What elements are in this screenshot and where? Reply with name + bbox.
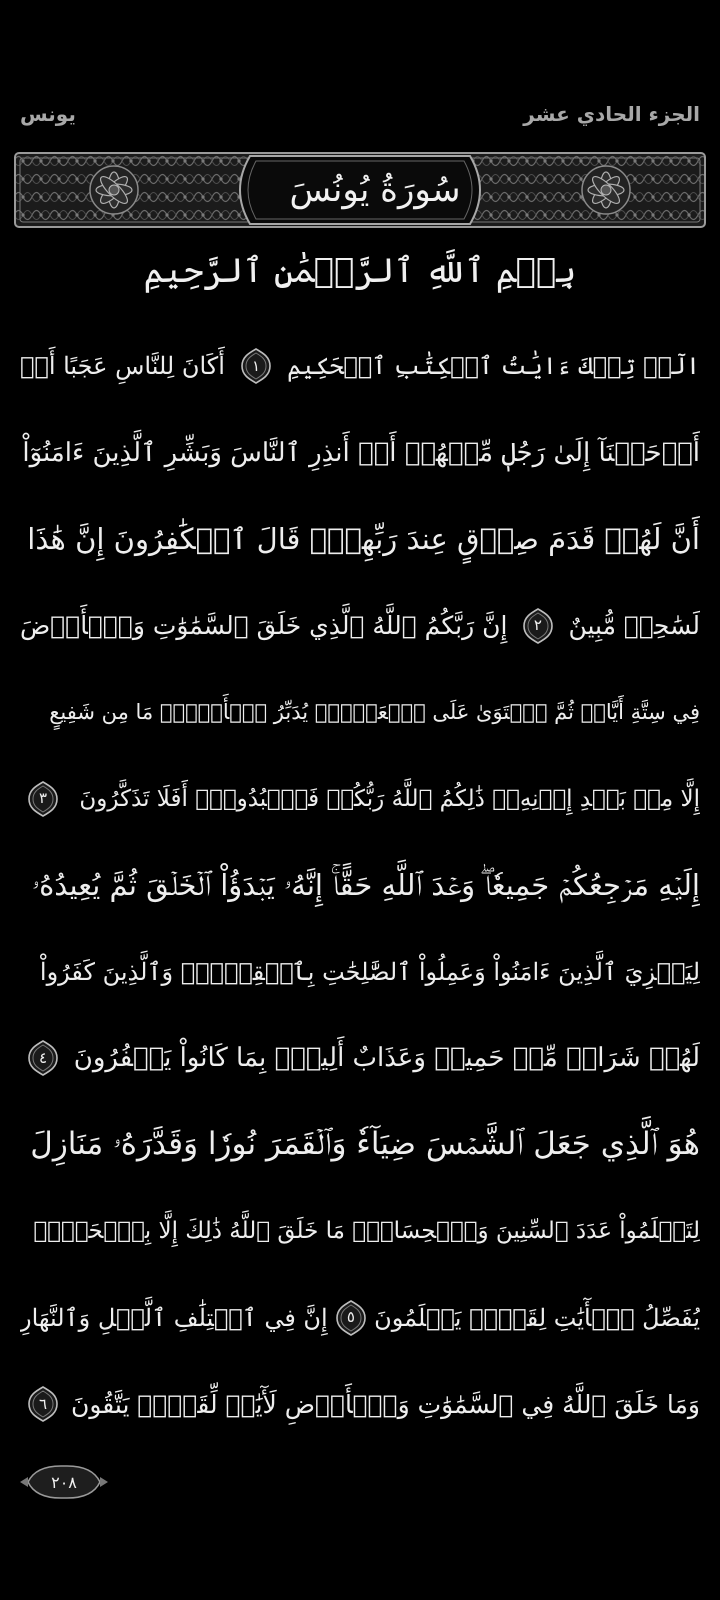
verse-text: أَوۡحَيۡنَآ إِلَىٰ رَجُلٖ مِّنۡهُمۡ أَنۡ أَنذِرِ ٱلنَّاسَ وَبَشِّرِ ٱلَّذِينَ ءَامَنُوٓاْ — [22, 437, 700, 468]
verse-text: لَهُمۡ شَرَابٞ مِّنۡ حَمِيمٖ وَعَذَابٌ أَلِيمُۢ بِمَا كَانُواْ يَكۡفُرُونَ — [73, 1043, 700, 1074]
ayah-end-marker — [26, 1039, 60, 1077]
ayah-end-marker — [334, 1299, 368, 1337]
quran-line — [20, 496, 700, 583]
quran-line — [20, 410, 700, 497]
quran-line — [20, 1015, 700, 1102]
ayah-number: ٤ — [38, 1048, 48, 1067]
quran-line — [20, 929, 700, 1016]
verse-text: لِيَجۡزِيَ ٱلَّذِينَ ءَامَنُواْ وَعَمِلُواْ ٱلصَّٰلِحَٰتِ بِٱلۡقِسۡطِۚ وَٱلَّذِينَ كَفَرُواْ — [39, 957, 700, 986]
quran-line — [20, 756, 700, 843]
verse-text: هُوَ ٱلَّذِي جَعَلَ ٱلشَّمۡسَ ضِيَآءٗ وَٱلۡقَمَرَ نُورٗا وَقَدَّرَهُۥ مَنَازِلَ — [30, 1126, 700, 1163]
ayah-number: ١ — [251, 356, 261, 375]
ayah-number: ٦ — [38, 1394, 48, 1413]
page-header — [20, 96, 700, 132]
quran-line — [20, 323, 700, 410]
verse-text: لَسَٰحِرٞ مُّبِينٌ — [568, 611, 700, 641]
ayah-end-marker — [239, 347, 273, 385]
ayah-number: ٢ — [533, 616, 542, 635]
ayah-end-marker — [26, 1385, 60, 1423]
verse-text: إِلَّا مِنۢ بَعۡدِ إِذۡنِهِۦۚ ذَٰلِكُمُ ٱللَّهُ رَبُّكُمۡ فَٱعۡبُدُوهُۚ أَفَلَا تَذَكَّرُونَ — [79, 785, 700, 812]
verse-text: أَكَانَ لِلنَّاسِ عَجَبًا أَنۡ — [20, 352, 225, 381]
verse-text: وَمَا خَلَقَ ٱللَّهُ فِي ٱلسَّمَٰوَٰتِ وَٱلۡأَرۡضِ لَأٓيَٰتٖ لِّقَوۡمٖ يَتَّقُونَ — [71, 1389, 700, 1419]
surah-label: يونس — [20, 102, 76, 126]
basmala: بِسۡمِ ٱللَّهِ ٱلرَّحۡمَٰنِ ٱلرَّحِيمِ — [143, 251, 577, 291]
quran-line — [20, 1188, 700, 1275]
verse-text: أَنَّ لَهُمۡ قَدَمَ صِدۡقٍ عِندَ رَبِّهِمۡۗ قَالَ ٱلۡكَٰفِرُونَ إِنَّ هَٰذَا — [27, 522, 700, 557]
verse-text: إِنَّ رَبَّكُمُ ٱللَّهُ ٱلَّذِي خَلَقَ ٱلسَّمَٰوَٰتِ وَٱلۡأَرۡضَ — [20, 611, 508, 641]
ayah-number: ٥ — [346, 1308, 355, 1327]
quran-line — [20, 669, 700, 756]
verse-text: فِي سِتَّةِ أَيَّامٖ ثُمَّ ٱسۡتَوَىٰ عَلَى ٱلۡعَرۡشِۖ يُدَبِّرُ ٱلۡأَمۡرَۖ مَا مِن شَفِيعٍ — [49, 700, 700, 725]
surah-title: سُورَةُ يُونُسَ — [289, 170, 461, 210]
verse-text: الٓرۚ تِلۡكَ ءَايَٰتُ ٱلۡكِتَٰبِ ٱلۡحَكِيمِ — [287, 352, 700, 381]
verse-text: إِنَّ فِي ٱخۡتِلَٰفِ ٱلَّيۡلِ وَٱلنَّهَارِ — [20, 1303, 328, 1332]
verse-text: لِتَعۡلَمُواْ عَدَدَ ٱلسِّنِينَ وَٱلۡحِسَابَۚ مَا خَلَقَ ٱللَّهُ ذَٰلِكَ إِلَّا بِٱلۡحَقِّۚ — [33, 1218, 700, 1245]
quran-line — [20, 1361, 700, 1448]
ayah-end-marker — [26, 780, 60, 818]
quran-text — [20, 323, 700, 1448]
quran-line — [20, 583, 700, 670]
quran-line — [20, 1275, 700, 1362]
verse-text: يُفَصِّلُ ٱلۡأٓيَٰتِ لِقَوۡمٖ يَعۡلَمُونَ — [374, 1303, 700, 1332]
page-number-badge — [18, 1463, 110, 1501]
ayah-end-marker — [521, 607, 555, 645]
quran-line — [20, 1102, 700, 1189]
page-number: ٢٠٨ — [51, 1472, 77, 1492]
juz-label: الجزء الحادي عشر — [523, 102, 700, 126]
surah-title-banner — [14, 152, 706, 228]
ayah-number: ٣ — [38, 789, 48, 808]
verse-text: إِلَيۡهِ مَرۡجِعُكُمۡ جَمِيعٗاۖ وَعۡدَ ٱللَّهِ حَقًّاۚ إِنَّهُۥ يَبۡدَؤُاْ ٱلۡخَلۡقَ ثُمَّ يُعِيدُهُۥ — [31, 867, 700, 902]
quran-line — [20, 842, 700, 929]
